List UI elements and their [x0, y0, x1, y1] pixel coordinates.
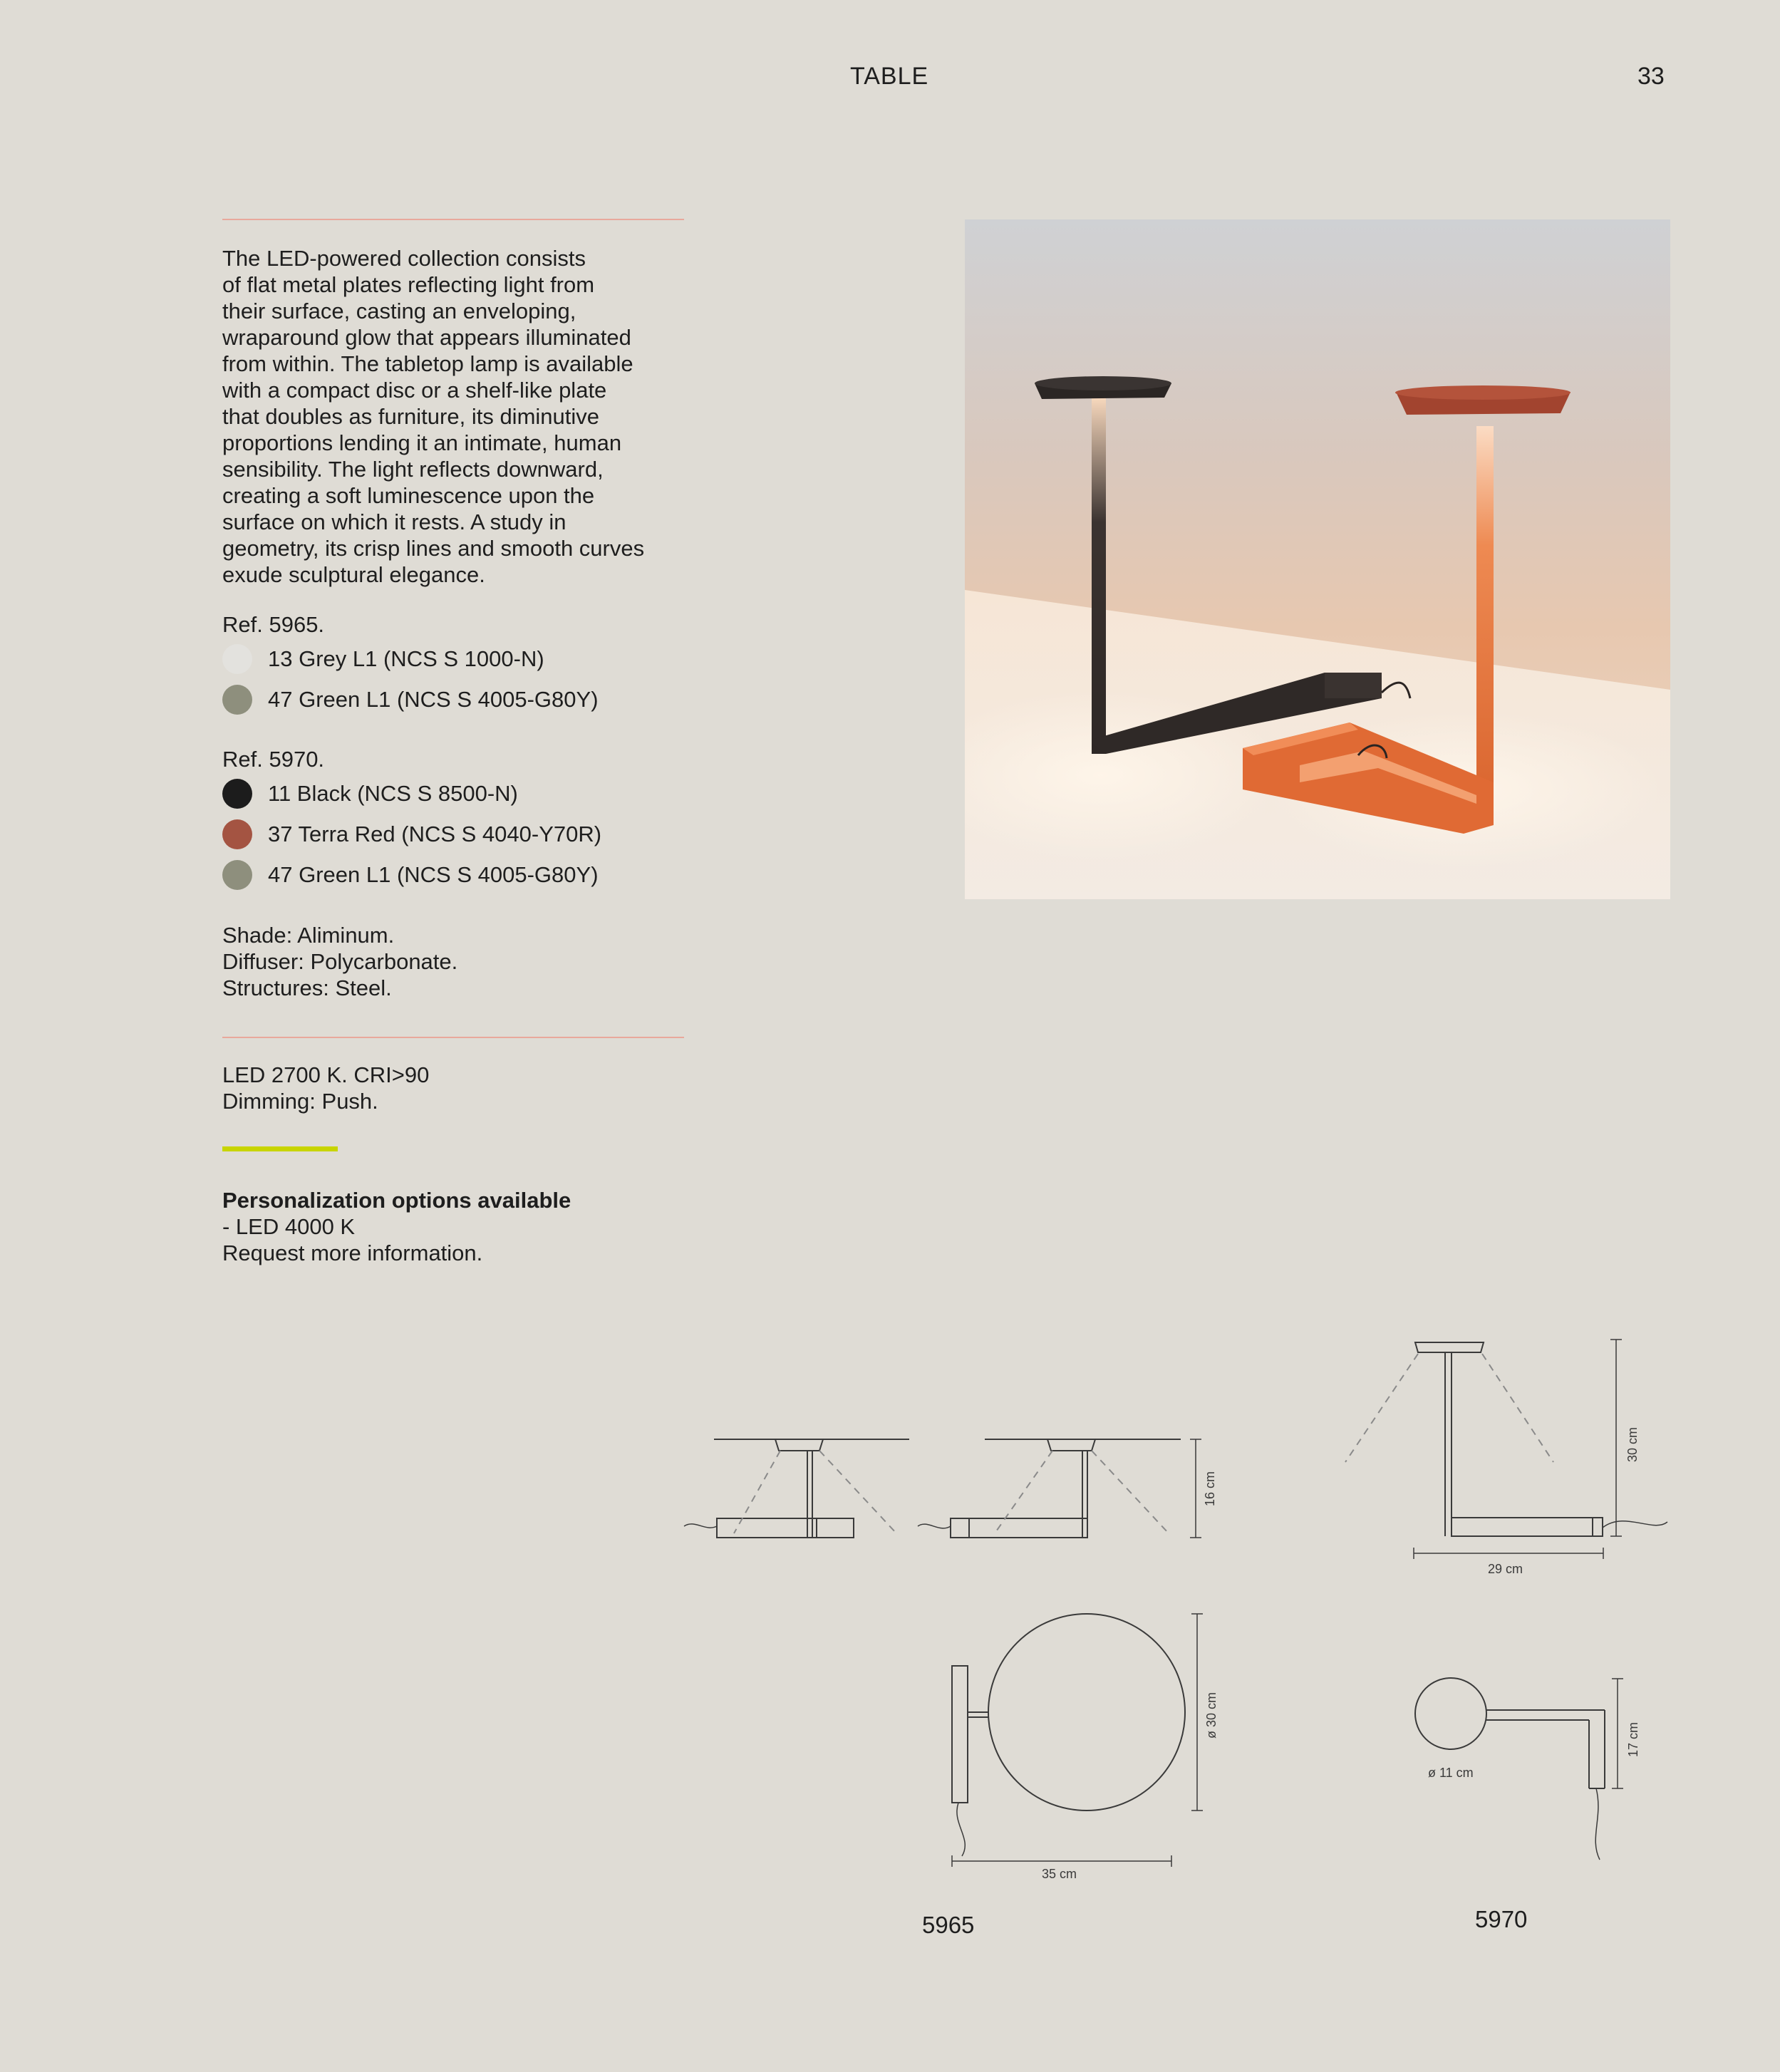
materials: Shade: Aliminum. Diffuser: Polycarbonate. Structures: Steel. [222, 923, 458, 1000]
color-dot [222, 779, 252, 809]
personalization-option: - LED 4000 K [222, 1214, 356, 1239]
drawing-5965-side-a [684, 1439, 909, 1538]
dim-30cm: 30 cm [1625, 1426, 1640, 1462]
personalization-title: Personalization options available [222, 1188, 571, 1213]
finish-swatch [222, 779, 518, 808]
dim-29cm: 29 cm [1488, 1562, 1523, 1576]
technical-drawings [670, 1325, 1682, 1967]
ref-5965-label: Ref. 5965. [222, 612, 325, 637]
finish-swatch [222, 861, 599, 889]
drawing-5970-side [1345, 1340, 1667, 1559]
finish-label: 11 Black (NCS S 8500-N) [268, 781, 518, 806]
page-number: 33 [1637, 63, 1665, 90]
color-dot [222, 644, 252, 674]
finish-label: 13 Grey L1 (NCS S 1000-N) [268, 646, 544, 671]
ref-5970-label: Ref. 5970. [222, 747, 325, 772]
led-specs: LED 2700 K. CRI>90 Dimming: Push. [222, 1062, 430, 1114]
color-dot [222, 685, 252, 715]
model-number-5965: 5965 [922, 1912, 975, 1938]
drawing-5965-top [952, 1614, 1203, 1867]
divider-middle [222, 1037, 684, 1038]
personalization-note: Request more information. [222, 1240, 483, 1265]
dim-16cm: 16 cm [1203, 1471, 1217, 1506]
finish-label: 37 Terra Red (NCS S 4040-Y70R) [268, 822, 602, 846]
finish-swatch [222, 645, 544, 673]
product-photo [965, 219, 1670, 899]
dim-dia11cm: ø 11 cm [1428, 1766, 1474, 1780]
dim-dia30cm: ø 30 cm [1204, 1692, 1218, 1739]
dim-17cm: 17 cm [1626, 1721, 1640, 1757]
model-number-5970: 5970 [1475, 1906, 1528, 1932]
section-title: TABLE [850, 63, 929, 90]
dim-35cm: 35 cm [1042, 1867, 1077, 1881]
color-dot [222, 819, 252, 849]
drawing-5965-side-b [918, 1439, 1201, 1538]
divider-top [222, 219, 684, 220]
finish-label: 47 Green L1 (NCS S 4005-G80Y) [268, 862, 599, 887]
finish-swatch [222, 820, 601, 849]
accent-bar [222, 1146, 338, 1151]
finish-label: 47 Green L1 (NCS S 4005-G80Y) [268, 687, 599, 712]
product-description: The LED-powered collection consists of flat metal plates reflecting light from their surface, casting an enveloping, wraparound glow that appears illuminated from within. The tabletop lamp is available with a compact disc or a shelf-like plate that doubles as furniture, its diminutive proportions lending it an intimate, human sensibility. The light reflects downward, creating a soft luminescence upon the surface on which it rests. A study in geometry, its crisp lines and smooth curves exude sculptural elegance. [222, 246, 645, 587]
color-dot [222, 860, 252, 890]
finish-swatch [222, 685, 599, 714]
